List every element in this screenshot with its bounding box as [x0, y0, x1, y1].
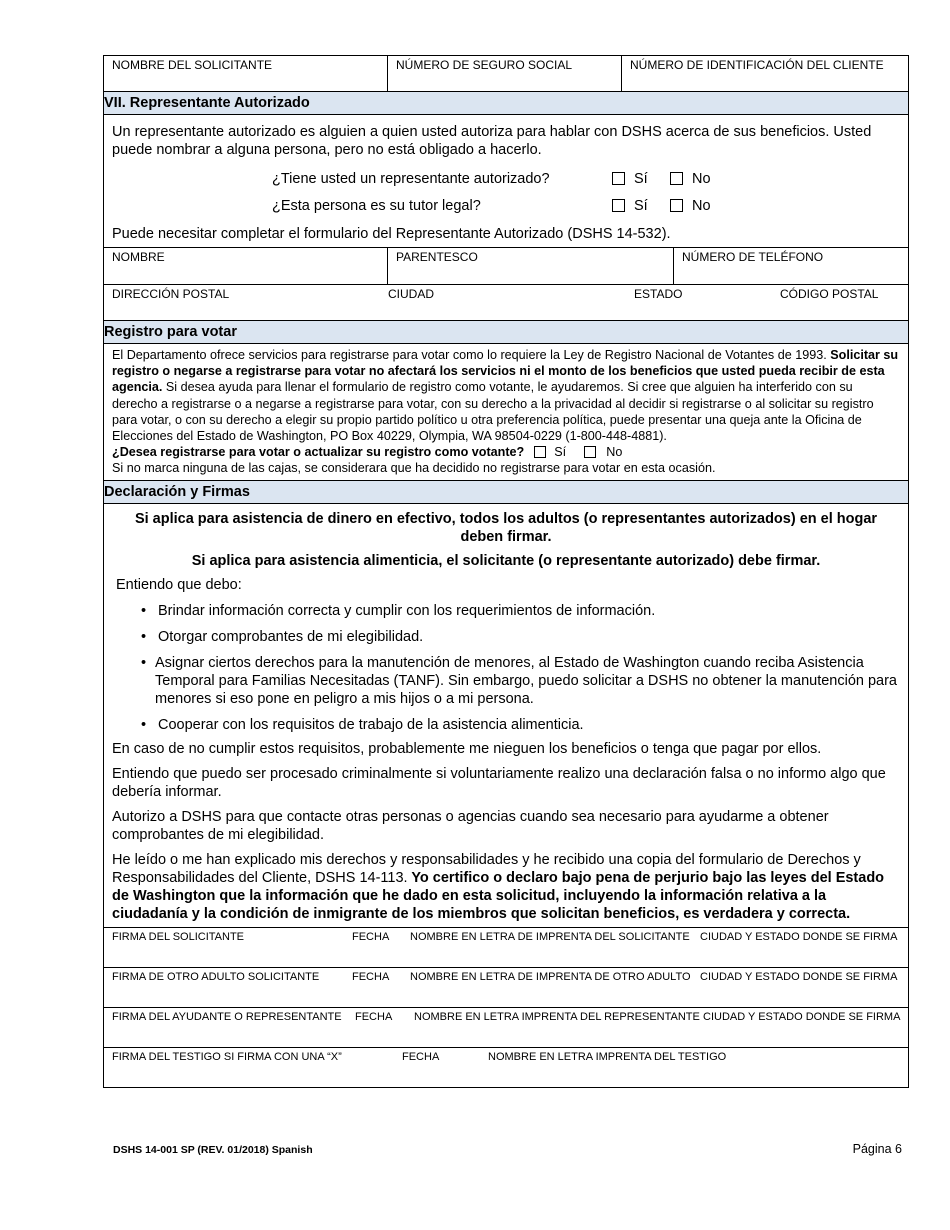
- voter-yes-label: Sí: [554, 445, 567, 460]
- client-id-label: NÚMERO DE IDENTIFICACIÓN DEL CLIENTE: [630, 58, 884, 72]
- voter-registration-section: [104, 344, 908, 481]
- representative-fields-row: [104, 248, 908, 285]
- section-title-voter-registration: Registro para votar: [104, 321, 908, 344]
- prosecution-paragraph: Entiendo que puedo ser procesado criminalmente si voluntariamente realizo una declaración falsa o no informo algo que debería informar.: [112, 765, 886, 800]
- printed-name-label: NOMBRE EN LETRA IMPRENTA DEL REPRESENTANTE: [414, 1010, 700, 1023]
- obligations-list: [141, 602, 900, 734]
- representative-address-row: [104, 285, 908, 321]
- voter-question: ¿Desea registrarse para votar o actualizar su registro como votante?: [112, 445, 525, 460]
- voter-question-row: [112, 444, 900, 460]
- authorization-paragraph: Autorizo a DSHS para que contacte otras personas o agencias cuando sea necesario para ayudarme a obtener comprobantes de mi elegibilidad.: [112, 808, 829, 843]
- form-id: DSHS 14-001 SP (REV. 01/2018) Spanish: [113, 1144, 313, 1156]
- voter-paragraph: [112, 347, 900, 444]
- signature-row-other-adult[interactable]: [104, 968, 908, 1008]
- representative-form-note: Puede necesitar completar el formulario del Representante Autorizado (DSHS 14-532).: [112, 226, 671, 242]
- certification-text: He leído o me han explicado mis derechos y responsabilidades y he recibido una copia del formulario de Derechos y Responsabilidades del Cliente, DSHS 14-113.: [112, 851, 861, 886]
- state-label: ESTADO: [634, 287, 683, 301]
- phone-label: NÚMERO DE TELÉFONO: [682, 250, 824, 264]
- state-field[interactable]: [634, 285, 780, 320]
- representative-section: [104, 115, 908, 248]
- applicant-name-field[interactable]: [104, 56, 388, 91]
- zip-label: CÓDIGO POSTAL: [780, 287, 879, 301]
- city-state-label: CIUDAD Y ESTADO DONDE SE FIRMA: [700, 930, 898, 943]
- yes-checkbox[interactable]: [612, 199, 625, 212]
- voter-yes-checkbox[interactable]: [534, 446, 546, 458]
- food-assistance-notice: Si aplica para asistencia alimenticia, el solicitante (o representante autorizado) debe firmar.: [191, 552, 821, 569]
- yes-label: Sí: [634, 197, 648, 214]
- list-item: • Otorgar comprobantes de mi elegibilidad.: [141, 628, 900, 646]
- printed-name-label: NOMBRE EN LETRA DE IMPRENTA DEL SOLICITANTE: [410, 930, 690, 943]
- signature-label: FIRMA DEL TESTIGO SI FIRMA CON UNA “X”: [112, 1050, 342, 1063]
- no-label: No: [692, 197, 711, 214]
- no-checkbox[interactable]: [670, 172, 683, 185]
- understand-intro: Entiendo que debo:: [116, 576, 242, 593]
- question-label: ¿Esta persona es su tutor legal?: [272, 197, 481, 214]
- printed-name-label: NOMBRE EN LETRA DE IMPRENTA DE OTRO ADULTO: [410, 970, 691, 983]
- application-form: [103, 55, 909, 1088]
- list-item: • Cooperar con los requisitos de trabajo de la asistencia alimenticia.: [141, 716, 900, 734]
- signature-row-representative[interactable]: [104, 1008, 908, 1048]
- phone-field[interactable]: [674, 248, 908, 284]
- relationship-label: PARENTESCO: [396, 250, 478, 264]
- printed-name-label: NOMBRE EN LETRA IMPRENTA DEL TESTIGO: [488, 1050, 727, 1063]
- date-label: FECHA: [355, 1010, 393, 1023]
- signature-label: FIRMA DEL AYUDANTE O REPRESENTANTE: [112, 1010, 342, 1023]
- ssn-label: NÚMERO DE SEGURO SOCIAL: [396, 58, 573, 72]
- address-field[interactable]: [104, 285, 388, 320]
- city-state-label: CIUDAD Y ESTADO DONDE SE FIRMA: [700, 970, 898, 983]
- declaration-section: [104, 504, 908, 928]
- no-label: No: [692, 170, 711, 187]
- yes-checkbox[interactable]: [612, 172, 625, 185]
- certification-bold-text: Yo certifico o declaro bajo pena de perjurio bajo las leyes del Estado de Washington que la información que he dado en esta solicitud, incluyendo la información relativa a la ciudadanía y la condición de inmigrante de los miembros que solicitan beneficios, es verdadera y correcta.: [112, 869, 885, 922]
- voter-note: Si no marca ninguna de las cajas, se considerara que ha decidido no registrarse para votar en esta ocasión.: [112, 461, 716, 476]
- section-title-representative: VII. Representante Autorizado: [104, 92, 908, 115]
- voter-no-checkbox[interactable]: [584, 446, 596, 458]
- question-has-representative: [112, 165, 900, 192]
- voter-bold-text: Solicitar su registro o negarse a registrarse para votar no afectará los servicios ni el monto de los beneficios que usted pueda recibir de esta agencia.: [112, 348, 899, 395]
- rep-name-field[interactable]: [104, 248, 388, 284]
- voter-no-label: No: [606, 445, 623, 460]
- voter-text: El Departamento ofrece servicios para registrarse para votar como lo requiere la Ley de Registro Nacional de Votantes de 1993.: [112, 348, 827, 362]
- question-legal-guardian: [112, 192, 900, 219]
- yes-label: Sí: [634, 170, 648, 187]
- section-title-declaration: Declaración y Firmas: [104, 481, 908, 504]
- list-item: • Brindar información correcta y cumplir con los requerimientos de información.: [141, 602, 900, 620]
- no-checkbox[interactable]: [670, 199, 683, 212]
- signature-label: FIRMA DE OTRO ADULTO SOLICITANTE: [112, 970, 320, 983]
- question-label: ¿Tiene usted un representante autorizado?: [272, 170, 550, 187]
- city-state-label: CIUDAD Y ESTADO DONDE SE FIRMA: [703, 1010, 901, 1023]
- date-label: FECHA: [402, 1050, 440, 1063]
- zip-field[interactable]: [780, 285, 908, 320]
- non-compliance-paragraph: En caso de no cumplir estos requisitos, probablemente me nieguen los beneficios o tenga que pagar por ellos.: [112, 740, 822, 757]
- relationship-field[interactable]: [388, 248, 674, 284]
- applicant-header-row: [104, 56, 908, 92]
- rep-name-label: NOMBRE: [112, 250, 165, 264]
- representative-intro: Un representante autorizado es alguien a quien usted autoriza para hablar con DSHS acerca de sus beneficios. Usted puede nombrar a alguna persona, pero no está obligado a hacerlo.: [112, 124, 872, 158]
- ssn-field[interactable]: [388, 56, 622, 91]
- list-item: • Asignar ciertos derechos para la manutención de menores, al Estado de Washington cuando reciba Asistencia Temporal para Familias Necesitadas (TANF). Sin embargo, puedo solicitar a DSHS no obtener la manutención para menores si eso pone en peligro a mis hijos o a mi persona.: [141, 654, 900, 708]
- date-label: FECHA: [352, 930, 390, 943]
- voter-text-continued: Si desea ayuda para llenar el formulario de registro como votante, le ayudaremos. Si cree que alguien ha interferido con su derecho a registrarse o a negarse a registrarse para votar, con su derecho a la privacidad al decidir si registrarse o al solicitar su registro para votar, o con su derecho a elegir su propio partido político u otra preferencia política, puede presentar una queja ante la Oficina de Elecciones del Estado de Washington, PO Box 40229, Olympia, WA 98504-0229 (1-800-448-4881).: [112, 380, 874, 444]
- signature-row-applicant[interactable]: [104, 928, 908, 968]
- city-label: CIUDAD: [388, 287, 435, 301]
- date-label: FECHA: [352, 970, 390, 983]
- address-label: DIRECCIÓN POSTAL: [112, 287, 230, 301]
- certification-paragraph: [112, 851, 900, 923]
- signature-row-witness[interactable]: [104, 1048, 908, 1087]
- applicant-name-label: NOMBRE DEL SOLICITANTE: [112, 58, 273, 72]
- page-number: Página 6: [852, 1142, 902, 1156]
- cash-assistance-notice: Si aplica para asistencia de dinero en efectivo, todos los adultos (o representantes autorizados) en el hogar deben firmar.: [134, 510, 878, 545]
- city-field[interactable]: [388, 285, 634, 320]
- signature-label: FIRMA DEL SOLICITANTE: [112, 930, 245, 943]
- client-id-field[interactable]: [622, 56, 908, 91]
